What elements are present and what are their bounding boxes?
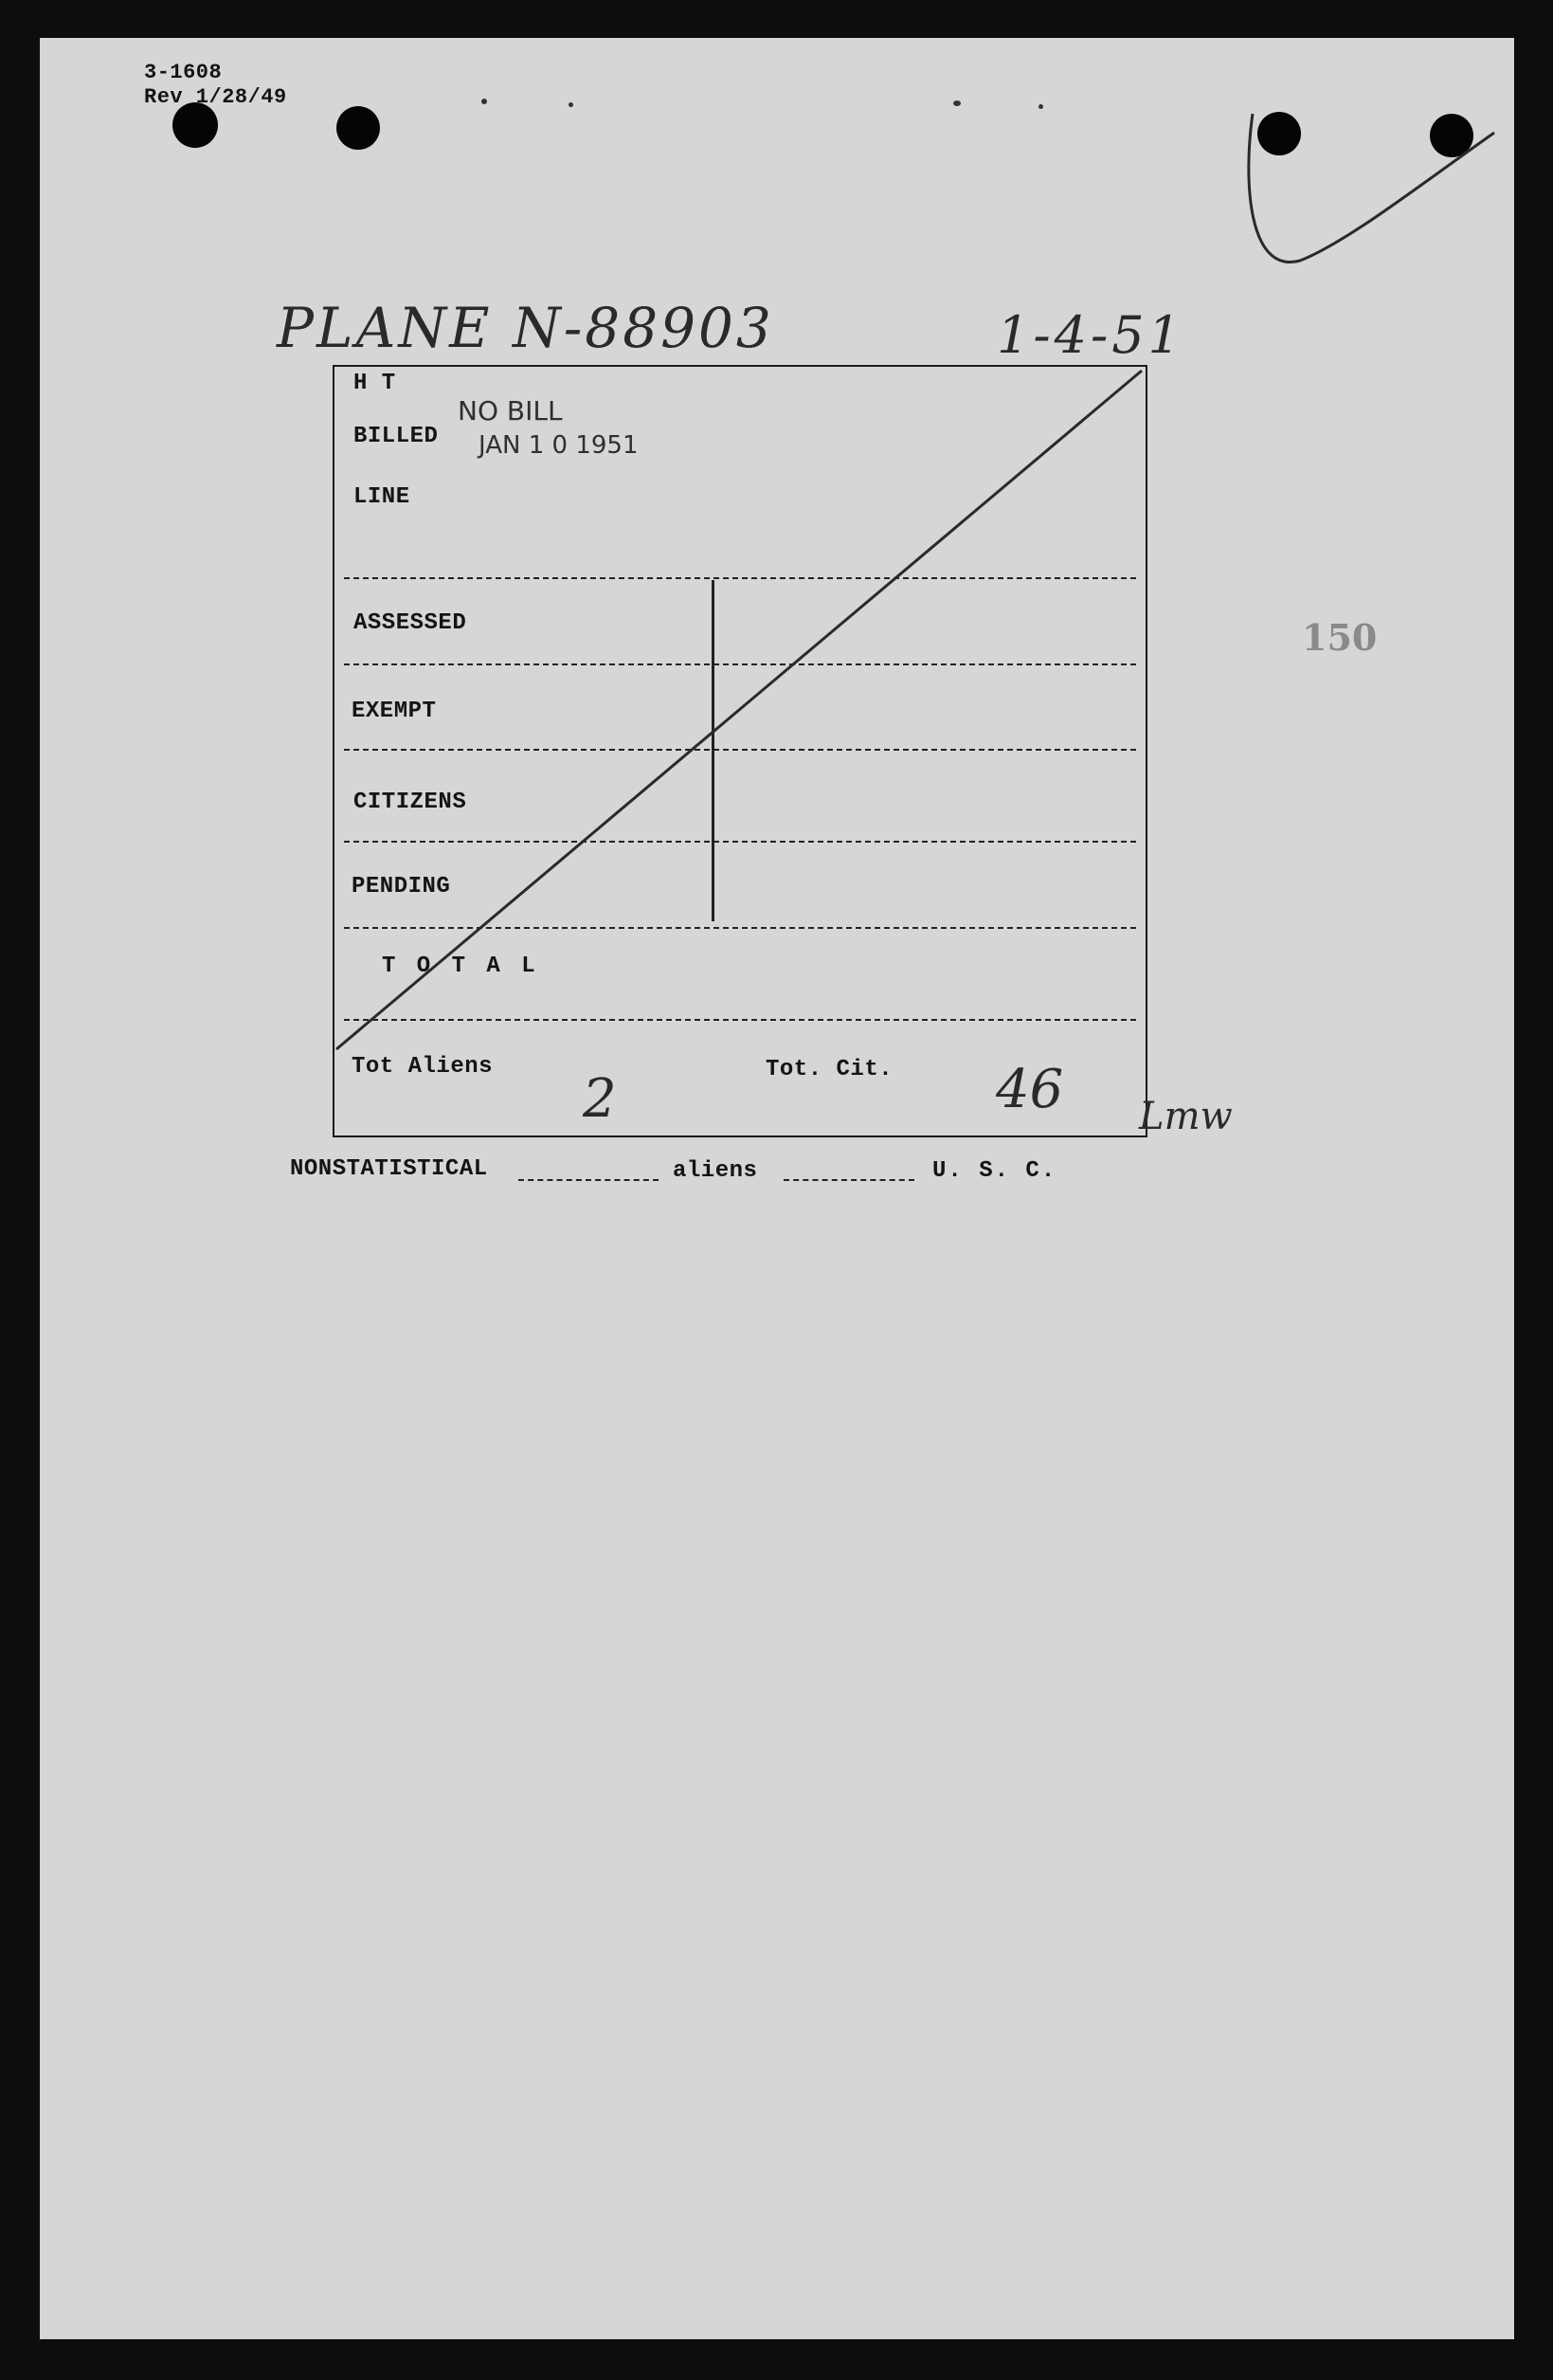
check-mark-stroke: [40, 38, 1514, 322]
handwritten-date: 1-4-51: [997, 305, 1184, 365]
category-assessed: ASSESSED: [353, 610, 467, 636]
stamp-date: JAN 1 0 1951: [479, 431, 639, 460]
row-label-billed: BILLED: [353, 424, 439, 449]
category-pending: PENDING: [352, 874, 451, 899]
tot-aliens-value: 2: [583, 1068, 617, 1130]
handwritten-title: PLANE N-88903: [277, 296, 774, 360]
row-label-line: LINE: [353, 484, 410, 510]
category-exempt: EXEMPT: [352, 699, 437, 724]
aliens-label: aliens: [673, 1158, 758, 1184]
category-citizens: CITIZENS: [353, 790, 467, 815]
tot-aliens-label: Tot Aliens: [352, 1054, 494, 1080]
handwritten-initials: Lmw: [1139, 1095, 1233, 1138]
form-table: [333, 365, 1147, 1137]
total-label: T O T A L: [382, 954, 539, 979]
nonstatistical-label: NONSTATISTICAL: [290, 1156, 488, 1182]
nonstatistical-blank: [518, 1179, 659, 1181]
row-label-ht: H T: [353, 371, 396, 396]
tot-cit-label: Tot. Cit.: [766, 1057, 894, 1082]
form-number: 3-1608: [144, 61, 223, 84]
usc-label: U. S. C.: [932, 1158, 1057, 1184]
form-revision: Rev 1/28/49: [144, 85, 287, 109]
stamp-no-bill: NO BILL: [458, 395, 563, 427]
side-number: 150: [1302, 616, 1378, 659]
document-page: [40, 38, 1514, 2339]
tot-cit-value: 46: [996, 1059, 1064, 1120]
diagonal-strike-line: [334, 367, 1149, 1139]
aliens-blank: [784, 1179, 914, 1181]
